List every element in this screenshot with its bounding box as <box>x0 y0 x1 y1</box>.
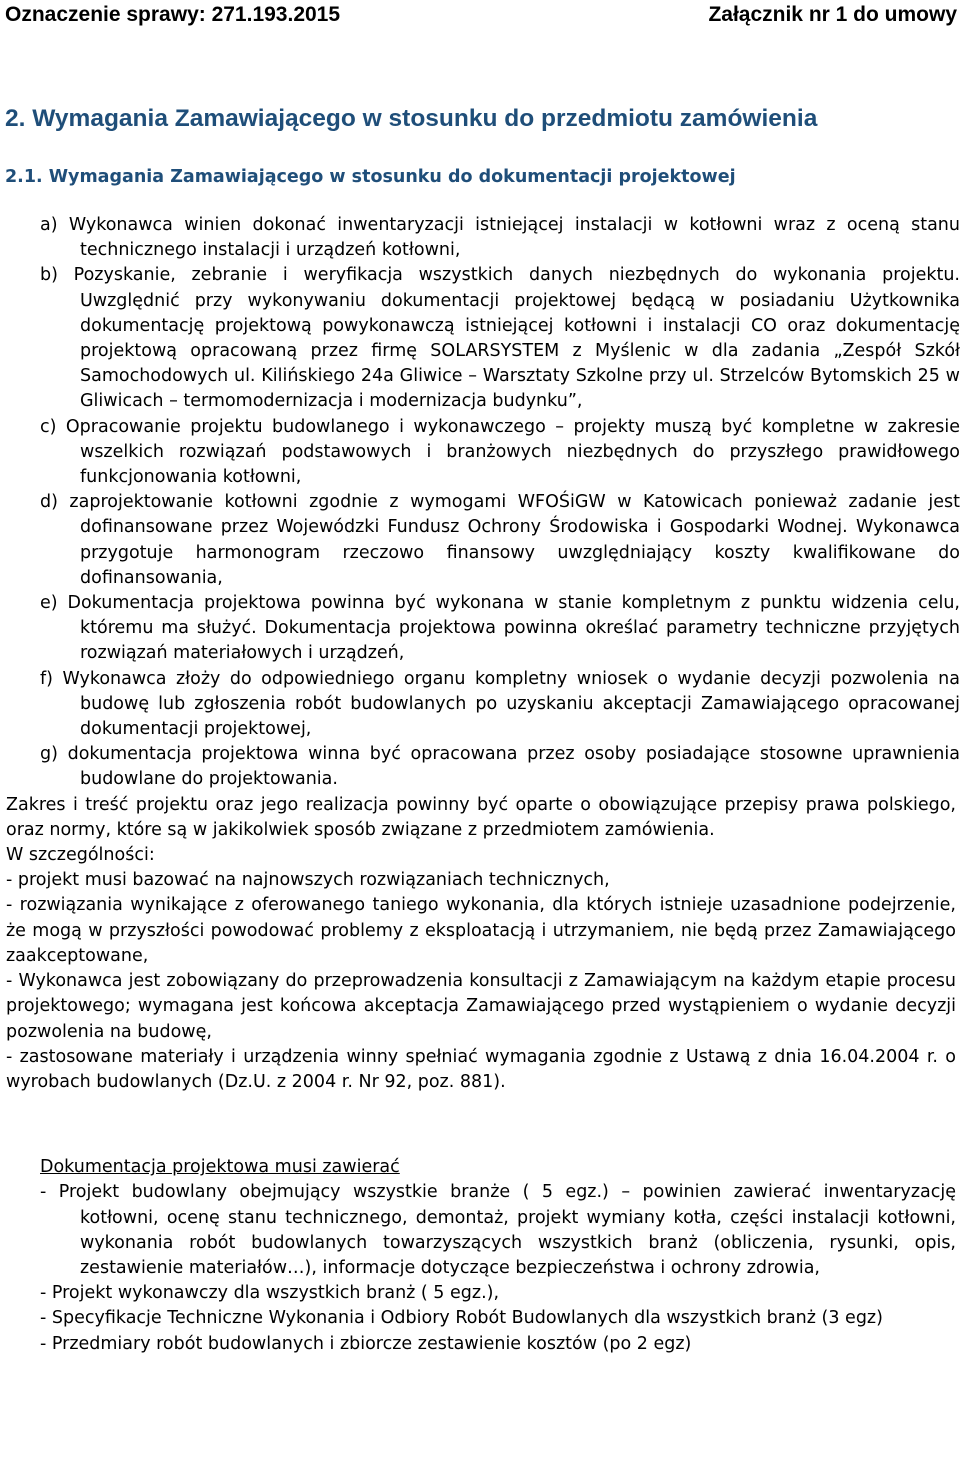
document-body <box>0 213 960 1357</box>
documentation-item: - Przedmiary robót budowlanych i zbiorcze zestawienie kosztów (po 2 egz) <box>40 1333 692 1354</box>
scope-paragraph: Zakres i treść projektu oraz jego realizacja powinny być oparte o obowiązujące przepisy prawa polskiego, oraz normy, które są w jakikolwiek sposób związane z przedmiotem zamówienia. <box>6 794 956 840</box>
requirement-item-g: g) dokumentacja projektowa winna być opracowana przez osoby posiadające stosowne uprawnienia budowlane do projektowania. <box>40 744 960 790</box>
documentation-heading: Dokumentacja projektowa musi zawierać <box>40 1157 400 1178</box>
documentation-item: - Projekt wykonawczy dla wszystkich branż ( 5 egz.), <box>40 1283 500 1304</box>
in-particular-label: W szczególności: <box>6 845 155 866</box>
requirement-item-a: a) Wykonawca winien dokonać inwentaryzacji istniejącej instalacji w kotłowni wraz z oceną stanu technicznego instalacji i urządzeń kotłowni, <box>40 215 960 261</box>
spacer <box>0 1095 960 1155</box>
particular-item: - projekt musi bazować na najnowszych rozwiązaniach technicznych, <box>6 870 610 891</box>
requirement-item-e: e) Dokumentacja projektowa powinna być wykonana w stanie kompletnym z punktu widzenia celu, któremu ma służyć. Dokumentacja projektowa powinna określać parametry techniczne przyjętych rozwiązań materiałowych i urządzeń, <box>40 593 960 664</box>
requirement-item-b: b) Pozyskanie, zebranie i weryfikacja wszystkich danych niezbędnych do wykonania projektu. Uwzględnić przy wykonywaniu dokumentacji projektowej będącą w posiadaniu Użytkownika dokumentację projektową powykonawczą istniejącej kotłowni i instalacji CO oraz dokumentację projektową opracowaną przez firmę SOLARSYSTEM z Myślenic w dla zadania „Zespół Szkół Samochodowych ul. Kilińskiego 24a Gliwice – Warsztaty Szkolne przy ul. Strzelców Bytomskich 25 w Gliwicach – termomodernizacja i modernizacja budynku”, <box>40 265 960 412</box>
documentation-item: - Projekt budowlany obejmujący wszystkie branże ( 5 egz.) – powinien zawierać inwentaryzację kotłowni, ocenę stanu technicznego, demontaż, projekt wymiany kotła, części instalacji kotłowni, wykonania robót budowlanych towarzyszących wszystkich branż (obliczenia, rysunki, opis, zestawienie materiałów…), informacje dotyczące bezpieczeństwa i ochrony zdrowia, <box>40 1182 956 1278</box>
documentation-item: - Specyfikacje Techniczne Wykonania i Odbiory Robót Budowlanych dla wszystkich branż (3 egz) <box>40 1308 883 1329</box>
attachment-label: Załącznik nr 1 do umowy <box>708 3 957 26</box>
subsection-title: 2.1. Wymagania Zamawiającego w stosunku do dokumentacji projektowej <box>5 167 736 187</box>
requirement-item-f: f) Wykonawca złoży do odpowiedniego organu kompletny wniosek o wydanie decyzji pozwolenia na budowę lub zgłoszenia robót budowlanych po uzyskaniu akceptacji Zamawiającego opracowanej dokumentacji projektowej, <box>40 668 960 740</box>
section-title: 2. Wymagania Zamawiającego w stosunku do przedmiotu zamówienia <box>5 105 818 132</box>
particular-item: - zastosowane materiały i urządzenia winny spełniać wymagania zgodnie z Ustawą z dnia 16.04.2004 r. o wyrobach budowlanych (Dz.U. z 2004 r. Nr 92, poz. 881). <box>6 1046 956 1092</box>
requirement-item-d: d) zaprojektowanie kotłowni zgodnie z wymogami WFOŚiGW w Katowicach ponieważ zadanie jest dofinansowane przez Wojewódzki Fundusz Ochrony Środowiska i Gospodarki Wodnej. Wykonawca przygotuje harmonogram rzeczowo finansowy uwzględniający koszty kwalifikowane do dofinansowania, <box>40 492 960 588</box>
page-header <box>5 0 957 30</box>
particular-item: - Wykonawca jest zobowiązany do przeprowadzenia konsultacji z Zamawiającym na każdym etapie procesu projektowego; wymagana jest końcowa akceptacja Zamawiającego przed wystąpieniem o wydanie decyzji pozwolenia na budowę, <box>6 971 956 1042</box>
case-number: Oznaczenie sprawy: 271.193.2015 <box>5 3 341 26</box>
particular-item: - rozwiązania wynikające z oferowanego taniego wykonania, dla których istnieje uzasadnione podejrzenie, że mogą w przyszłości powodować problemy z eksploatacją i utrzymaniem, nie będą przez Zamawiającego zaakceptowane, <box>6 895 956 966</box>
requirement-item-c: c) Opracowanie projektu budowlanego i wykonawczego – projekty muszą być kompletne w zakresie wszelkich rozwiązań podstawowych i branżowych niezbędnych do przyszłego prawidłowego funkcjonowania kotłowni, <box>40 416 960 488</box>
